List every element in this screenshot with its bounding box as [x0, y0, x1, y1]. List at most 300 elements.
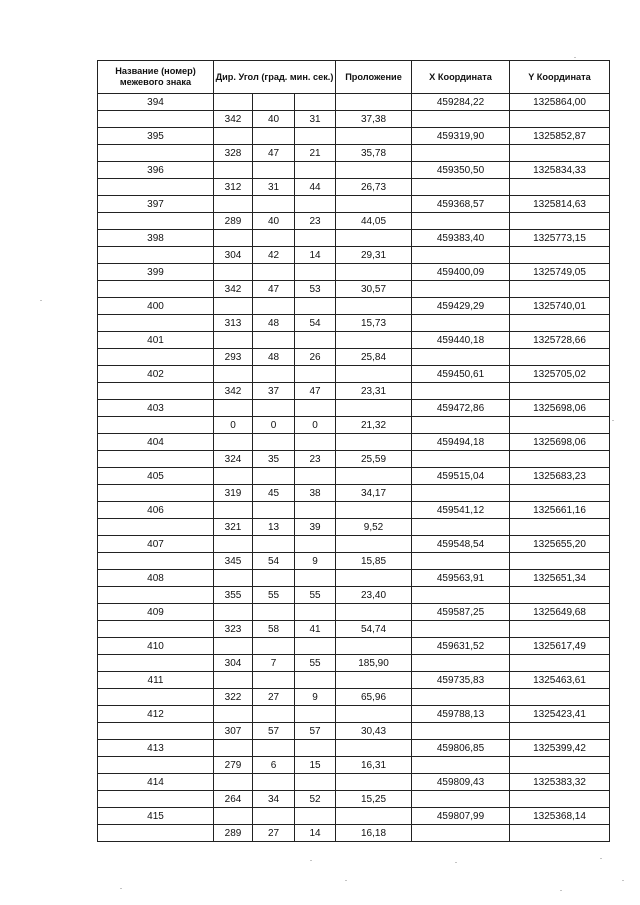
distance-value: 15,85 [336, 553, 412, 570]
x-coordinate: 459350,50 [412, 162, 510, 179]
angle-degrees: 293 [214, 349, 253, 366]
empty-cell [336, 468, 412, 485]
empty-cell [214, 298, 253, 315]
empty-cell [98, 825, 214, 842]
point-name: 410 [98, 638, 214, 655]
distance-value: 44,05 [336, 213, 412, 230]
empty-cell [98, 485, 214, 502]
angle-seconds: 15 [295, 757, 336, 774]
empty-cell [336, 128, 412, 145]
empty-cell [98, 791, 214, 808]
header-x-coordinate: X Координата [412, 61, 510, 94]
angle-minutes: 27 [253, 825, 295, 842]
empty-cell [295, 434, 336, 451]
angle-degrees: 324 [214, 451, 253, 468]
empty-cell [295, 162, 336, 179]
point-row [98, 604, 610, 621]
x-coordinate: 459631,52 [412, 638, 510, 655]
empty-cell [253, 400, 295, 417]
empty-cell [336, 400, 412, 417]
point-row [98, 774, 610, 791]
empty-cell [253, 298, 295, 315]
point-name: 398 [98, 230, 214, 247]
empty-cell [98, 757, 214, 774]
angle-degrees: 342 [214, 111, 253, 128]
empty-cell [214, 740, 253, 757]
x-coordinate: 459368,57 [412, 196, 510, 213]
segment-row [98, 111, 610, 128]
distance-value: 15,73 [336, 315, 412, 332]
empty-cell [336, 604, 412, 621]
distance-value: 37,38 [336, 111, 412, 128]
segment-row [98, 349, 610, 366]
empty-cell [98, 519, 214, 536]
point-row [98, 400, 610, 417]
empty-cell [510, 417, 610, 434]
point-name: 413 [98, 740, 214, 757]
angle-degrees: 328 [214, 145, 253, 162]
empty-cell [253, 604, 295, 621]
angle-minutes: 47 [253, 145, 295, 162]
angle-degrees: 289 [214, 825, 253, 842]
segment-row [98, 145, 610, 162]
angle-seconds: 38 [295, 485, 336, 502]
scan-speck [345, 880, 347, 881]
empty-cell [336, 434, 412, 451]
empty-cell [336, 366, 412, 383]
empty-cell [295, 706, 336, 723]
empty-cell [412, 757, 510, 774]
angle-seconds: 14 [295, 247, 336, 264]
empty-cell [253, 502, 295, 519]
empty-cell [336, 672, 412, 689]
y-coordinate: 1325368,14 [510, 808, 610, 825]
segment-row [98, 213, 610, 230]
angle-minutes: 55 [253, 587, 295, 604]
empty-cell [510, 587, 610, 604]
scan-speck [310, 860, 312, 861]
distance-value: 26,73 [336, 179, 412, 196]
angle-minutes: 42 [253, 247, 295, 264]
distance-value: 185,90 [336, 655, 412, 672]
empty-cell [412, 315, 510, 332]
point-row [98, 298, 610, 315]
empty-cell [214, 774, 253, 791]
empty-cell [295, 468, 336, 485]
empty-cell [336, 774, 412, 791]
empty-cell [253, 672, 295, 689]
empty-cell [98, 553, 214, 570]
empty-cell [214, 366, 253, 383]
header-name: Название (номер) межевого знака [98, 61, 214, 94]
angle-seconds: 55 [295, 587, 336, 604]
point-name: 405 [98, 468, 214, 485]
y-coordinate: 1325749,05 [510, 264, 610, 281]
empty-cell [295, 298, 336, 315]
empty-cell [214, 434, 253, 451]
x-coordinate: 459788,13 [412, 706, 510, 723]
empty-cell [336, 94, 412, 111]
empty-cell [98, 179, 214, 196]
empty-cell [295, 774, 336, 791]
y-coordinate: 1325852,87 [510, 128, 610, 145]
angle-degrees: 321 [214, 519, 253, 536]
angle-degrees: 304 [214, 247, 253, 264]
empty-cell [98, 145, 214, 162]
point-row [98, 706, 610, 723]
empty-cell [214, 468, 253, 485]
angle-seconds: 21 [295, 145, 336, 162]
scan-speck [622, 880, 624, 881]
point-row [98, 366, 610, 383]
angle-seconds: 57 [295, 723, 336, 740]
point-row [98, 638, 610, 655]
x-coordinate: 459319,90 [412, 128, 510, 145]
empty-cell [214, 706, 253, 723]
empty-cell [214, 128, 253, 145]
empty-cell [510, 519, 610, 536]
point-name: 408 [98, 570, 214, 587]
empty-cell [510, 111, 610, 128]
empty-cell [412, 553, 510, 570]
point-row [98, 434, 610, 451]
boundary-points-table [97, 60, 610, 842]
empty-cell [295, 264, 336, 281]
point-row [98, 128, 610, 145]
point-name: 399 [98, 264, 214, 281]
y-coordinate: 1325864,00 [510, 94, 610, 111]
empty-cell [510, 179, 610, 196]
segment-row [98, 621, 610, 638]
angle-minutes: 48 [253, 315, 295, 332]
empty-cell [510, 621, 610, 638]
empty-cell [412, 281, 510, 298]
table-header [98, 61, 610, 94]
distance-value: 9,52 [336, 519, 412, 536]
empty-cell [98, 451, 214, 468]
point-name: 409 [98, 604, 214, 621]
empty-cell [510, 655, 610, 672]
point-row [98, 162, 610, 179]
y-coordinate: 1325399,42 [510, 740, 610, 757]
y-coordinate: 1325617,49 [510, 638, 610, 655]
empty-cell [98, 247, 214, 264]
empty-cell [295, 808, 336, 825]
empty-cell [412, 179, 510, 196]
angle-degrees: 342 [214, 281, 253, 298]
segment-row [98, 179, 610, 196]
angle-degrees: 289 [214, 213, 253, 230]
segment-row [98, 417, 610, 434]
distance-value: 23,31 [336, 383, 412, 400]
empty-cell [412, 519, 510, 536]
segment-row [98, 723, 610, 740]
angle-minutes: 54 [253, 553, 295, 570]
x-coordinate: 459450,61 [412, 366, 510, 383]
empty-cell [98, 655, 214, 672]
empty-cell [412, 689, 510, 706]
empty-cell [253, 434, 295, 451]
segment-row [98, 383, 610, 400]
empty-cell [336, 740, 412, 757]
x-coordinate: 459541,12 [412, 502, 510, 519]
empty-cell [336, 502, 412, 519]
table-body [98, 94, 610, 842]
empty-cell [412, 451, 510, 468]
empty-cell [412, 723, 510, 740]
y-coordinate: 1325740,01 [510, 298, 610, 315]
angle-minutes: 31 [253, 179, 295, 196]
empty-cell [336, 230, 412, 247]
point-name: 397 [98, 196, 214, 213]
angle-degrees: 313 [214, 315, 253, 332]
empty-cell [214, 94, 253, 111]
y-coordinate: 1325651,34 [510, 570, 610, 587]
empty-cell [295, 638, 336, 655]
segment-row [98, 689, 610, 706]
point-row [98, 196, 610, 213]
angle-minutes: 35 [253, 451, 295, 468]
empty-cell [412, 587, 510, 604]
empty-cell [510, 451, 610, 468]
empty-cell [510, 757, 610, 774]
empty-cell [412, 383, 510, 400]
empty-cell [214, 502, 253, 519]
distance-value: 21,32 [336, 417, 412, 434]
empty-cell [214, 638, 253, 655]
angle-minutes: 37 [253, 383, 295, 400]
angle-degrees: 0 [214, 417, 253, 434]
empty-cell [295, 502, 336, 519]
angle-seconds: 9 [295, 553, 336, 570]
point-row [98, 808, 610, 825]
empty-cell [253, 332, 295, 349]
header-y-coordinate: Y Координата [510, 61, 610, 94]
point-row [98, 264, 610, 281]
empty-cell [214, 264, 253, 281]
scan-speck [612, 420, 614, 421]
empty-cell [98, 587, 214, 604]
empty-cell [253, 570, 295, 587]
empty-cell [214, 672, 253, 689]
point-row [98, 536, 610, 553]
empty-cell [253, 468, 295, 485]
empty-cell [98, 689, 214, 706]
empty-cell [510, 825, 610, 842]
empty-cell [214, 162, 253, 179]
empty-cell [336, 264, 412, 281]
angle-degrees: 342 [214, 383, 253, 400]
x-coordinate: 459383,40 [412, 230, 510, 247]
empty-cell [253, 740, 295, 757]
header-distance: Проложение [336, 61, 412, 94]
angle-degrees: 345 [214, 553, 253, 570]
y-coordinate: 1325698,06 [510, 400, 610, 417]
angle-minutes: 40 [253, 213, 295, 230]
scan-speck [560, 890, 562, 891]
empty-cell [253, 536, 295, 553]
x-coordinate: 459429,29 [412, 298, 510, 315]
empty-cell [295, 366, 336, 383]
empty-cell [336, 638, 412, 655]
angle-seconds: 54 [295, 315, 336, 332]
scan-speck [120, 888, 122, 889]
empty-cell [295, 128, 336, 145]
x-coordinate: 459809,43 [412, 774, 510, 791]
empty-cell [295, 230, 336, 247]
y-coordinate: 1325655,20 [510, 536, 610, 553]
empty-cell [295, 536, 336, 553]
angle-degrees: 304 [214, 655, 253, 672]
segment-row [98, 587, 610, 604]
empty-cell [295, 604, 336, 621]
distance-value: 30,57 [336, 281, 412, 298]
empty-cell [98, 111, 214, 128]
scan-speck [574, 57, 576, 58]
angle-minutes: 48 [253, 349, 295, 366]
empty-cell [510, 383, 610, 400]
point-name: 400 [98, 298, 214, 315]
segment-row [98, 553, 610, 570]
empty-cell [214, 196, 253, 213]
y-coordinate: 1325683,23 [510, 468, 610, 485]
y-coordinate: 1325773,15 [510, 230, 610, 247]
empty-cell [412, 621, 510, 638]
point-row [98, 672, 610, 689]
empty-cell [214, 536, 253, 553]
empty-cell [510, 723, 610, 740]
angle-seconds: 52 [295, 791, 336, 808]
distance-value: 25,84 [336, 349, 412, 366]
segment-row [98, 451, 610, 468]
empty-cell [214, 400, 253, 417]
point-name: 396 [98, 162, 214, 179]
empty-cell [336, 536, 412, 553]
angle-minutes: 45 [253, 485, 295, 502]
angle-seconds: 44 [295, 179, 336, 196]
empty-cell [336, 808, 412, 825]
point-name: 402 [98, 366, 214, 383]
point-name: 395 [98, 128, 214, 145]
empty-cell [214, 604, 253, 621]
angle-seconds: 47 [295, 383, 336, 400]
angle-degrees: 355 [214, 587, 253, 604]
empty-cell [412, 825, 510, 842]
angle-seconds: 9 [295, 689, 336, 706]
point-row [98, 332, 610, 349]
empty-cell [510, 145, 610, 162]
angle-degrees: 279 [214, 757, 253, 774]
y-coordinate: 1325728,66 [510, 332, 610, 349]
empty-cell [98, 417, 214, 434]
empty-cell [510, 689, 610, 706]
empty-cell [295, 332, 336, 349]
empty-cell [295, 400, 336, 417]
segment-row [98, 655, 610, 672]
empty-cell [412, 247, 510, 264]
x-coordinate: 459494,18 [412, 434, 510, 451]
x-coordinate: 459472,86 [412, 400, 510, 417]
empty-cell [214, 230, 253, 247]
empty-cell [214, 570, 253, 587]
empty-cell [98, 315, 214, 332]
angle-seconds: 55 [295, 655, 336, 672]
empty-cell [336, 332, 412, 349]
distance-value: 54,74 [336, 621, 412, 638]
angle-seconds: 23 [295, 451, 336, 468]
point-row [98, 468, 610, 485]
empty-cell [98, 281, 214, 298]
angle-seconds: 26 [295, 349, 336, 366]
point-name: 403 [98, 400, 214, 417]
empty-cell [214, 332, 253, 349]
y-coordinate: 1325383,32 [510, 774, 610, 791]
x-coordinate: 459806,85 [412, 740, 510, 757]
segment-row [98, 757, 610, 774]
empty-cell [510, 213, 610, 230]
empty-cell [510, 281, 610, 298]
empty-cell [510, 553, 610, 570]
empty-cell [510, 315, 610, 332]
point-row [98, 502, 610, 519]
distance-value: 16,18 [336, 825, 412, 842]
x-coordinate: 459735,83 [412, 672, 510, 689]
angle-degrees: 319 [214, 485, 253, 502]
scan-speck [600, 858, 602, 859]
distance-value: 35,78 [336, 145, 412, 162]
empty-cell [295, 94, 336, 111]
angle-degrees: 322 [214, 689, 253, 706]
empty-cell [253, 638, 295, 655]
empty-cell [253, 94, 295, 111]
angle-minutes: 6 [253, 757, 295, 774]
empty-cell [253, 264, 295, 281]
segment-row [98, 791, 610, 808]
empty-cell [214, 808, 253, 825]
y-coordinate: 1325814,63 [510, 196, 610, 213]
distance-value: 15,25 [336, 791, 412, 808]
empty-cell [253, 128, 295, 145]
empty-cell [412, 349, 510, 366]
y-coordinate: 1325463,61 [510, 672, 610, 689]
empty-cell [295, 196, 336, 213]
distance-value: 34,17 [336, 485, 412, 502]
empty-cell [510, 349, 610, 366]
empty-cell [253, 162, 295, 179]
x-coordinate: 459515,04 [412, 468, 510, 485]
angle-degrees: 307 [214, 723, 253, 740]
angle-seconds: 31 [295, 111, 336, 128]
empty-cell [336, 162, 412, 179]
point-name: 407 [98, 536, 214, 553]
point-name: 406 [98, 502, 214, 519]
distance-value: 25,59 [336, 451, 412, 468]
x-coordinate: 459563,91 [412, 570, 510, 587]
y-coordinate: 1325834,33 [510, 162, 610, 179]
y-coordinate: 1325705,02 [510, 366, 610, 383]
empty-cell [336, 298, 412, 315]
scan-speck [455, 862, 457, 863]
angle-minutes: 34 [253, 791, 295, 808]
empty-cell [295, 672, 336, 689]
y-coordinate: 1325661,16 [510, 502, 610, 519]
empty-cell [336, 570, 412, 587]
x-coordinate: 459548,54 [412, 536, 510, 553]
angle-seconds: 39 [295, 519, 336, 536]
segment-row [98, 315, 610, 332]
empty-cell [412, 213, 510, 230]
empty-cell [253, 808, 295, 825]
